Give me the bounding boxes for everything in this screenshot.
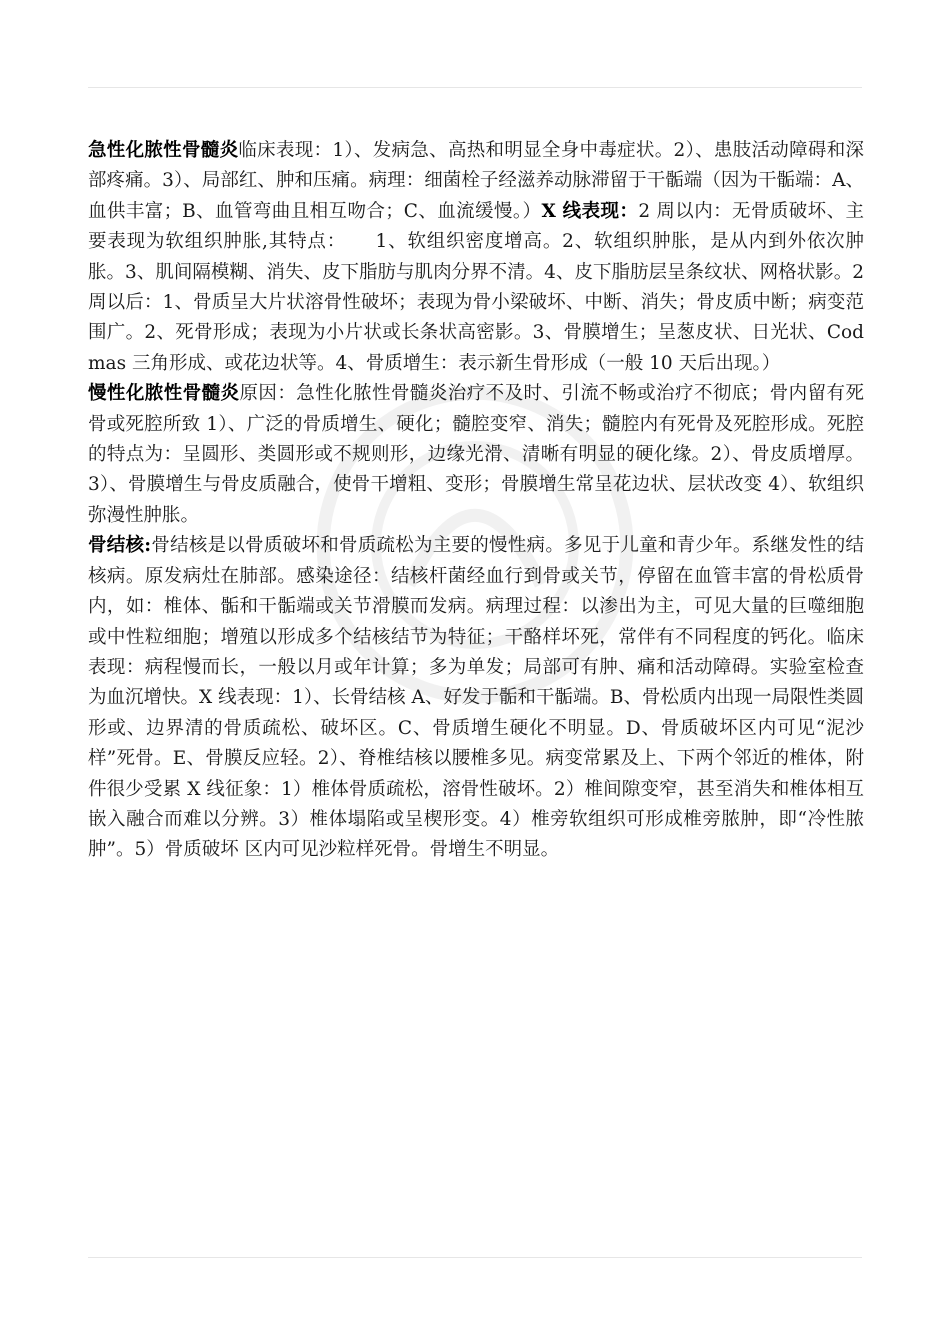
xray-label: X 线表现： <box>541 200 639 222</box>
section-chronic-osteomyelitis <box>88 379 864 531</box>
footer-rule <box>88 1257 862 1258</box>
section-heading: 慢性化脓性骨髓炎 <box>88 383 240 405</box>
document-body <box>88 136 864 866</box>
header-rule <box>88 87 862 88</box>
section-text: 2 周以内：无骨质破坏、主要表现为软组织肿胀,其特点： 1、软组织密度增高。2、软组织肿胀，是从内到外依次肿胀。3、肌间隔模糊、消失、皮下脂肪与肌肉分界不清。4、皮下脂肪层呈条纹状、网格状影。2 周以后：1、骨质呈大片状溶骨性破坏；表现为骨小梁破坏、中断、消失；骨皮质中断；病变范围广。2、死骨形成；表现为小片状或长条状高密影。3、骨膜增生；呈葱皮状、日光状、Codmas 三角形成、或花边状等。4、骨质增生：表示新生骨形成（一般 10 天后出现。） <box>88 200 865 374</box>
section-heading: 急性化脓性骨髓炎 <box>88 140 239 161</box>
section-text: 原因：急性化脓性骨髓炎治疗不及时、引流不畅或治疗不彻底；骨内留有死骨或死腔所致 1）、广泛的骨质增生、硬化；髓腔变窄、消失；髓腔内有死骨及死腔形成。死腔的特点为：呈圆形、类圆形或不规则形，边缘光滑、清晰有明显的硬化缘。2）、骨皮质增厚。3）、骨膜增生与骨皮质融合，使骨干增粗、变形；骨膜增生常呈花边状、层状改变 4）、软组织弥漫性肿胀。 <box>88 383 864 526</box>
section-text: 临床表现：1）、发病急、高热和明显全身中毒症状。2）、患肢活动障碍和深部疼痛。3）、局部红、肿和压痛。病理：细菌栓子经滋养动脉滞留于干骺端（因为干骺端：A、血供丰富；B、血管弯曲且相互吻合；C、血流缓慢。） <box>88 140 864 222</box>
section-heading: 骨结核: <box>88 535 152 557</box>
section-acute-osteomyelitis <box>88 136 864 379</box>
section-bone-tuberculosis <box>88 531 864 865</box>
section-text: 骨结核是以骨质破坏和骨质疏松为主要的慢性病。多见于儿童和青少年。系继发性的结核病。原发病灶在肺部。感染途径：结核杆菌经血行到骨或关节，停留在血管丰富的骨松质骨内，如：椎体、骺和干骺端或关节滑膜而发病。病理过程：以渗出为主，可见大量的巨噬细胞或中性粒细胞；增殖以形成多个结核结节为特征；干酪样坏死，常伴有不同程度的钙化。临床表现：病程慢而长，一般以月或年计算；多为单发；局部可有肿、痛和活动障碍。实验室检查为血沉增快。X 线表现：1）、长骨结核 A、好发于骺和干骺端。B、骨松质内出现一局限性类圆形或、边界清的骨质疏松、破坏区。C、骨质增生硬化不明显。D、骨质破坏区内可见“泥沙样”死骨。E、骨膜反应轻。2）、脊椎结核以腰椎多见。病变常累及上、下两个邻近的椎体，附件很少受累 X 线征象：1）椎体骨质疏松，溶骨性破坏。2）椎间隙变窄，甚至消失和椎体相互嵌入融合而难以分辨。3）椎体塌陷或呈楔形变。4）椎旁软组织可形成椎旁脓肿，即“冷性脓肿”。5）骨质破坏 区内可见沙粒样死骨。骨增生不明显。 <box>88 535 864 861</box>
